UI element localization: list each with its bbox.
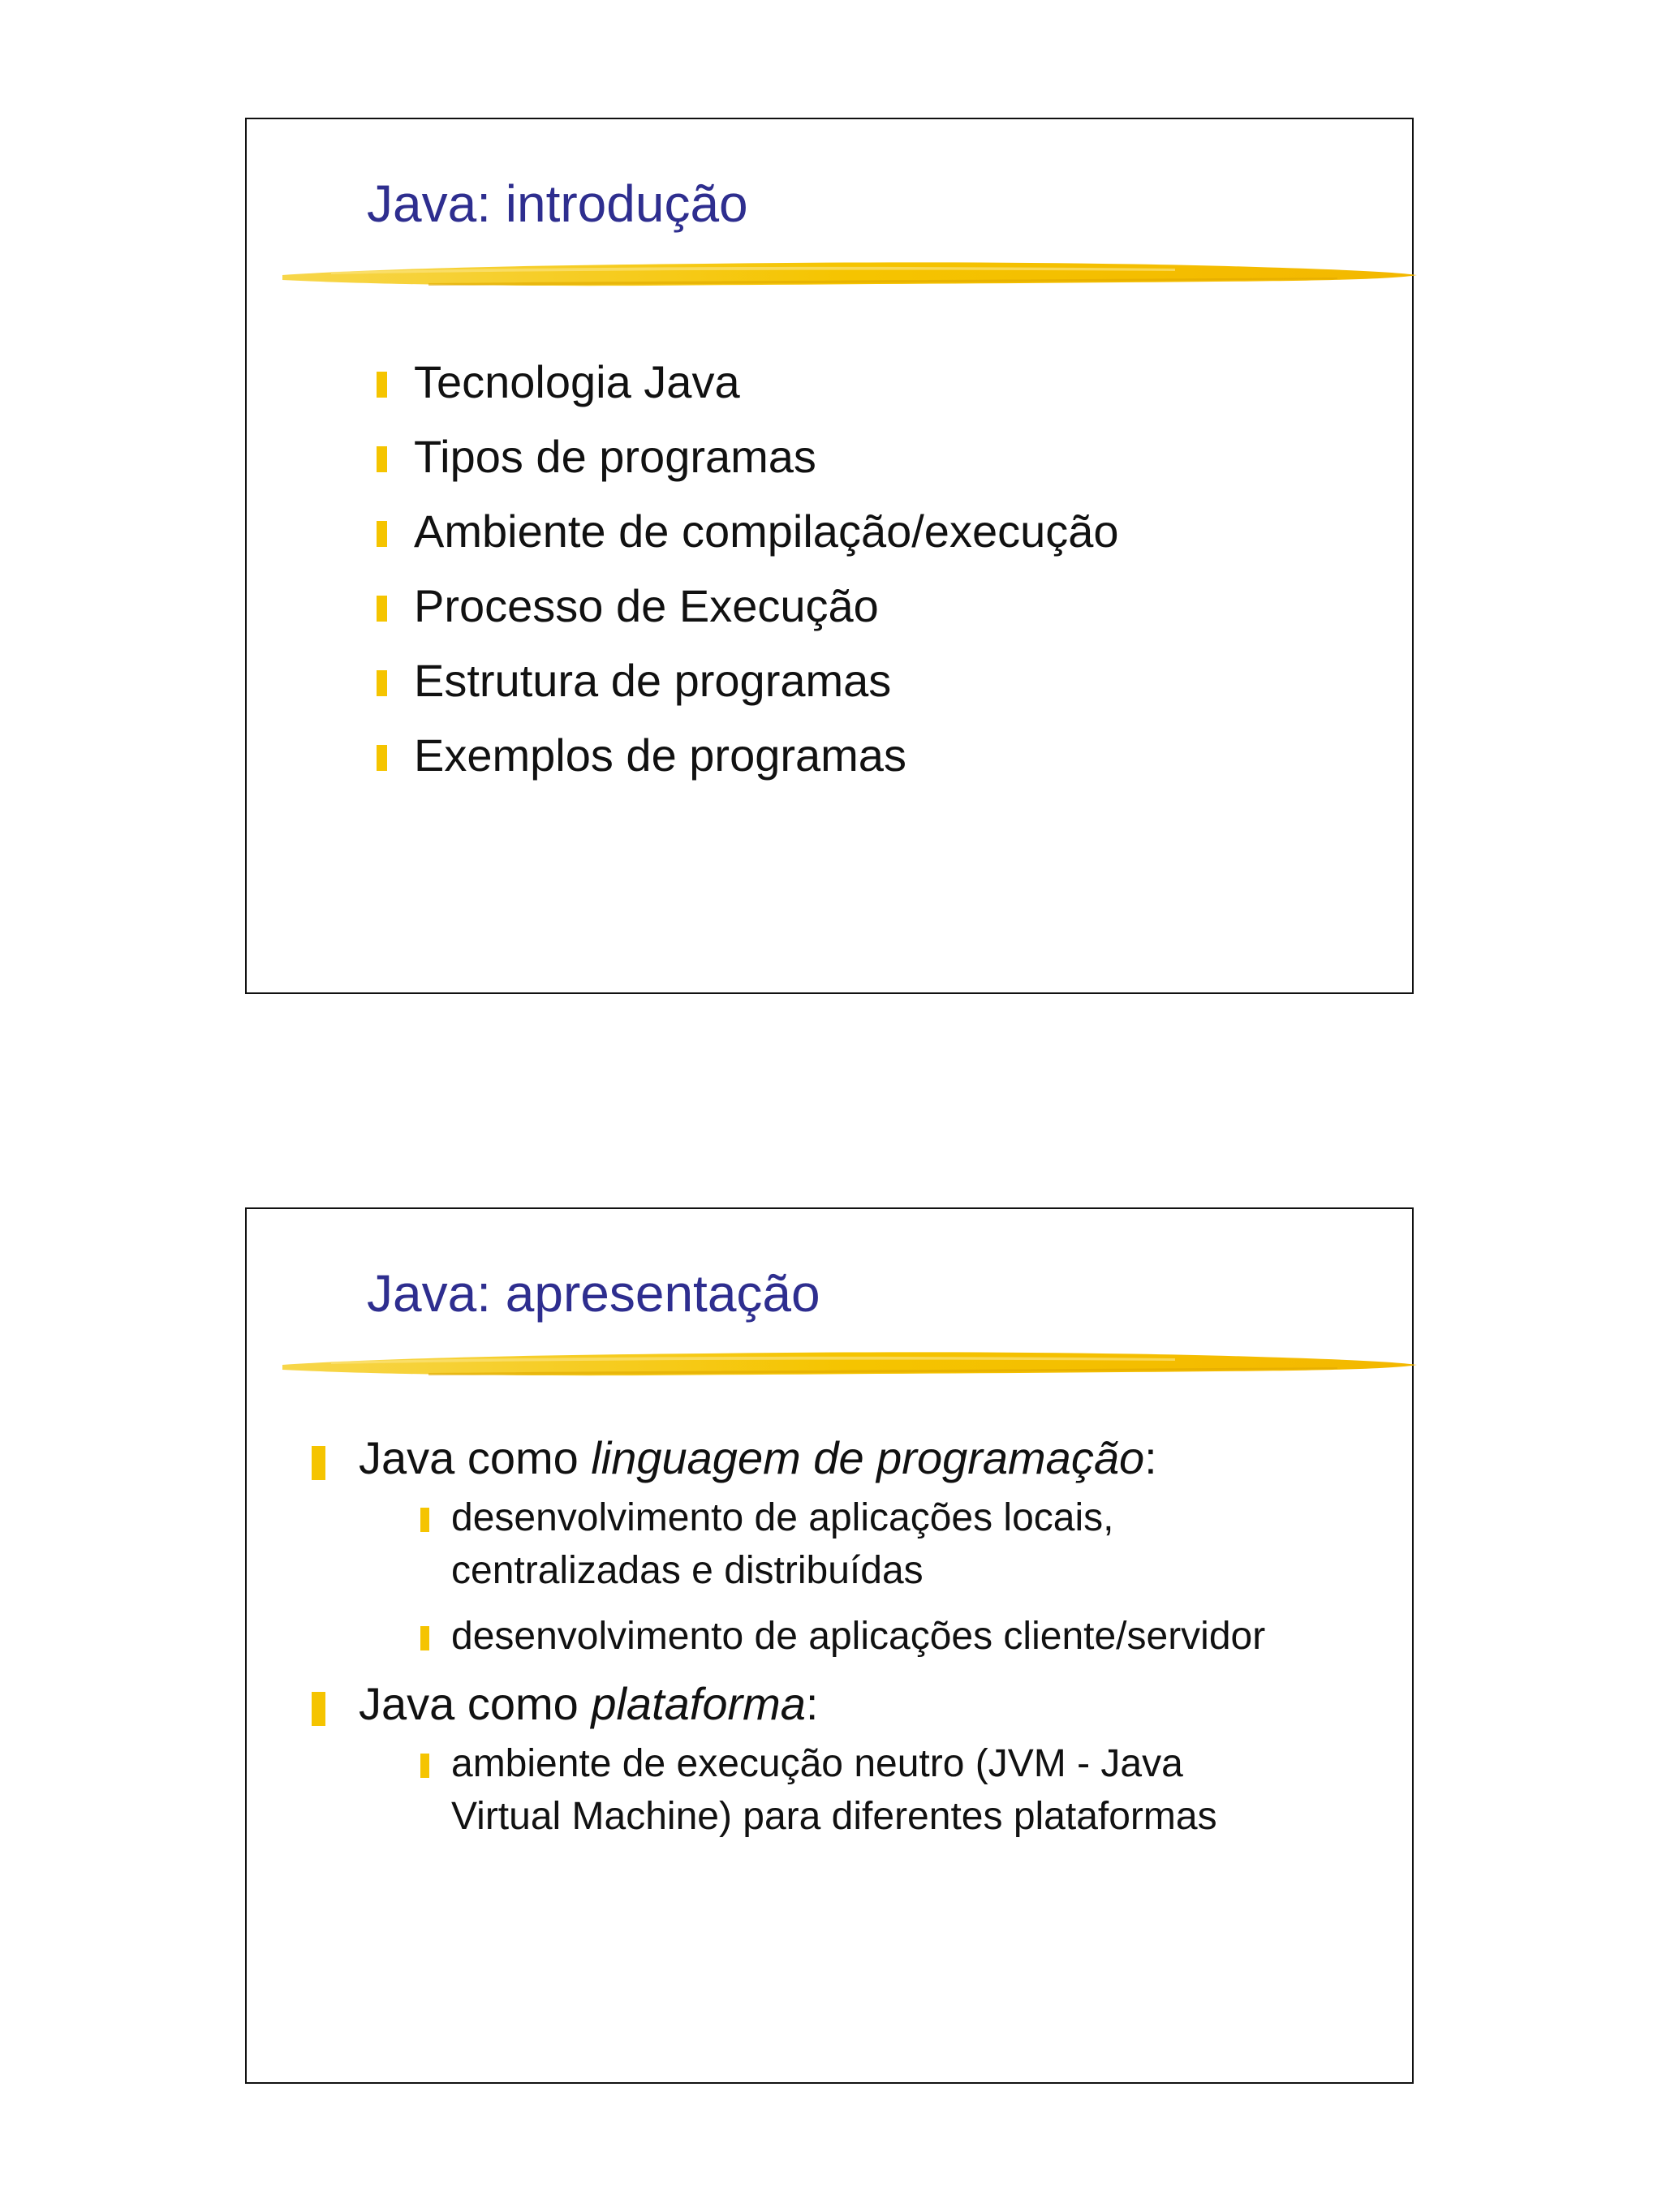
section-heading: Java como linguagem de programação: (359, 1432, 1157, 1483)
list-item (312, 1674, 1399, 1843)
agenda-list (377, 345, 1119, 793)
bullet-bar-icon (420, 1754, 429, 1778)
section-heading: Java como plataforma: (359, 1678, 819, 1729)
list-item (312, 1428, 1399, 1663)
slide-1 (245, 118, 1414, 994)
list-item: desenvolvimento de aplicações cliente/servidor (420, 1610, 1399, 1663)
bullet-bar-icon (312, 1446, 325, 1480)
content-list (312, 1428, 1399, 1843)
brush-divider (282, 1345, 1417, 1386)
bullet-bar-icon (377, 446, 387, 472)
list-item: Estrutura de programas (377, 643, 1119, 718)
list-item: Exemplos de programas (377, 718, 1119, 793)
bullet-bar-icon (420, 1626, 429, 1650)
sublist (359, 1491, 1399, 1663)
slide-title: Java: apresentação (367, 1264, 820, 1323)
slide-2 (245, 1207, 1414, 2084)
bullet-bar-icon (377, 745, 387, 771)
list-item: Tipos de programas (377, 420, 1119, 494)
bullet-bar-icon (377, 596, 387, 622)
brush-divider (282, 256, 1417, 296)
bullet-bar-icon (420, 1508, 429, 1532)
list-item: Processo de Execução (377, 569, 1119, 643)
list-item: Tecnologia Java (377, 345, 1119, 420)
list-item: Ambiente de compilação/execução (377, 494, 1119, 569)
sublist (359, 1737, 1399, 1843)
bullet-bar-icon (377, 670, 387, 696)
bullet-bar-icon (312, 1692, 325, 1726)
slide-title: Java: introdução (367, 174, 748, 233)
bullet-bar-icon (377, 372, 387, 398)
bullet-bar-icon (377, 521, 387, 547)
list-item: ambiente de execução neutro (JVM - Java Virtual Machine) para diferentes plataformas (420, 1737, 1399, 1843)
list-item: desenvolvimento de aplicações locais, centralizadas e distribuídas (420, 1491, 1399, 1597)
